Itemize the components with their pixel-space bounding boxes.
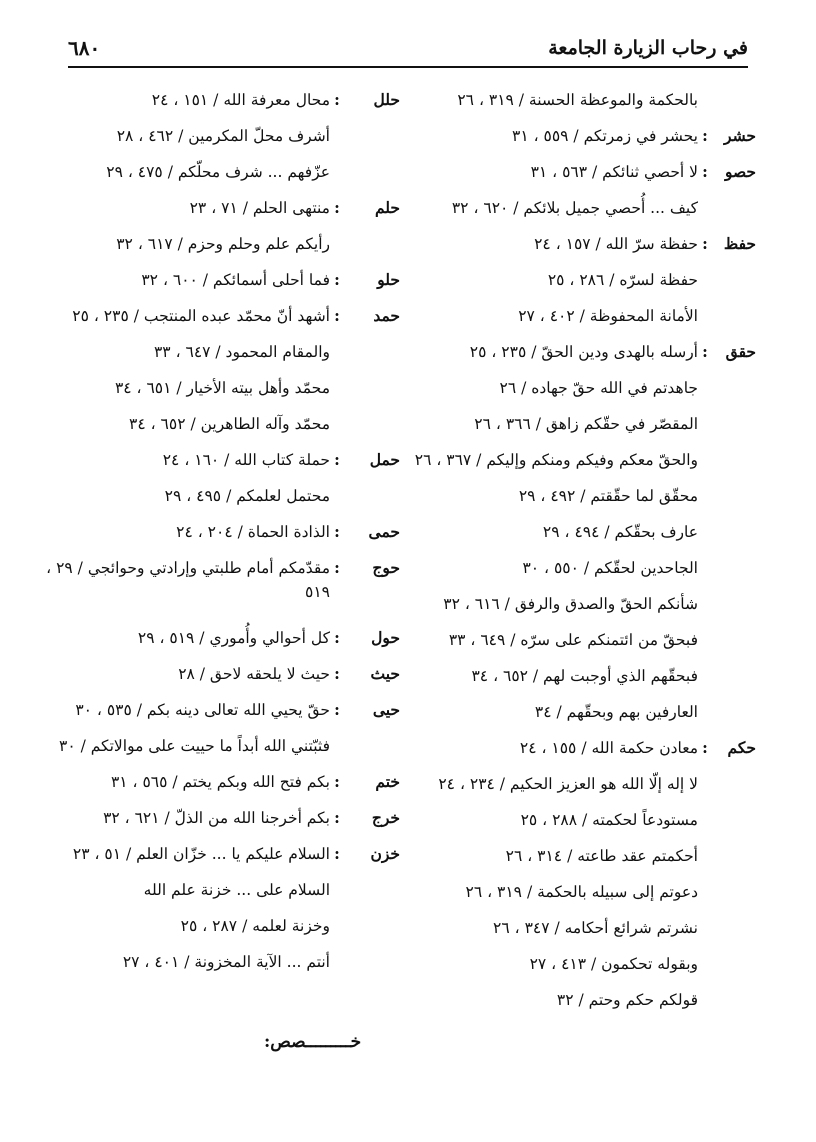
entry-text: أنتم ... الآية المخزونة / ٤٠١ ، ٢٧ (122, 953, 330, 971)
index-entry (40, 160, 400, 196)
index-entry (40, 520, 400, 556)
index-entry (420, 304, 756, 340)
index-entry (40, 662, 400, 698)
entry-text: حفظة سرّ الله / ١٥٧ ، ٢٤ (534, 235, 698, 253)
index-entry (420, 592, 756, 628)
entry-text: وبقوله تحكمون / ٤١٣ ، ٢٧ (529, 955, 698, 973)
entry-root: حشر (724, 126, 756, 145)
entry-text: السلام عليكم يا ... خزّان العلم / ٥١ ، ٢٣ (72, 845, 330, 863)
index-entry (40, 950, 400, 986)
index-entry (420, 376, 756, 412)
index-entry (40, 734, 400, 770)
entry-text: يحشر في زمرتكم / ٥٥٩ ، ٣١ (512, 127, 698, 145)
entry-text: مقدّمكم أمام طلبتي وإرادتي وحوائجي / ٢٩ ، ٥١٩ (46, 559, 330, 601)
index-entry (420, 340, 756, 376)
entry-root: حمل (369, 450, 400, 469)
index-entry (420, 124, 756, 160)
entry-text: أرسله بالهدى ودين الحقّ / ٢٣٥ ، ٢٥ (469, 343, 698, 361)
index-entry (40, 340, 400, 376)
root-separator: : (334, 558, 340, 577)
entry-text: دعوتم إلى سبيله بالحكمة / ٣١٩ ، ٢٦ (465, 883, 698, 901)
entry-text: نشرتم شرائع أحكامه / ٣٤٧ ، ٢٦ (493, 919, 698, 937)
root-separator: : (702, 342, 708, 361)
entry-text: أشرف محلّ المكرمين / ٤٦٢ ، ٢٨ (116, 127, 330, 145)
entry-text: محمّد وآله الطاهرين / ٦٥٢ ، ٣٤ (129, 415, 330, 433)
index-entry (420, 916, 756, 952)
index-entry (40, 196, 400, 232)
index-entry (420, 772, 756, 808)
entry-text: محتمل لعلمكم / ٤٩٥ ، ٢٩ (164, 487, 330, 505)
entry-text: فثبّتني الله أبداً ما حييت على موالاتكم / ٣٠ (59, 737, 330, 755)
entry-text: الذادة الحماة / ٢٠٤ ، ٢٤ (176, 523, 330, 541)
index-entry (420, 520, 756, 556)
entry-text: السلام على ... خزنة علم الله (143, 881, 330, 899)
entry-root: خزن (370, 844, 400, 863)
index-entry (40, 842, 400, 878)
entry-text: بكم أخرجنا الله من الذلّ / ٦٢١ ، ٣٢ (103, 809, 330, 827)
entry-text: والمقام المحمود / ٦٤٧ ، ٣٣ (153, 343, 330, 361)
index-entry (40, 698, 400, 734)
entry-root: حكم (727, 738, 756, 757)
entry-text: قولكم حكم وحتم / ٣٢ (556, 991, 698, 1009)
index-entry (420, 160, 756, 196)
index-entry (420, 736, 756, 772)
entry-text: حقّ يحيي الله تعالى دينه بكم / ٥٣٥ ، ٣٠ (75, 701, 330, 719)
entry-root: حوج (372, 558, 400, 577)
entry-root: حمد (373, 306, 400, 325)
root-separator: : (702, 234, 708, 253)
index-entry (420, 700, 756, 736)
next-section-heading: خـــــــــصص: (264, 1032, 362, 1052)
index-entry (420, 952, 756, 988)
index-entry (40, 268, 400, 304)
index-entry (40, 376, 400, 412)
index-entry (40, 806, 400, 842)
index-entry (40, 878, 400, 914)
running-title: في رحاب الزيارة الجامعة (548, 37, 748, 59)
index-entry (420, 880, 756, 916)
index-entry (420, 232, 756, 268)
entry-text: كل أحوالي وأُموري / ٥١٩ ، ٢٩ (137, 629, 330, 647)
entry-root: حصو (724, 162, 756, 181)
index-entry (420, 412, 756, 448)
index-entry (420, 196, 756, 232)
index-entry (420, 664, 756, 700)
entry-root: ختم (375, 772, 400, 791)
root-separator: : (702, 162, 708, 181)
root-separator: : (334, 90, 340, 109)
index-entry (40, 232, 400, 268)
entry-root: خرج (371, 808, 400, 827)
index-entry (40, 124, 400, 160)
entry-text: فما أحلى أسمائكم / ٦٠٠ ، ٣٢ (141, 271, 330, 289)
index-entry (40, 770, 400, 806)
entry-text: بالحكمة والموعظة الحسنة / ٣١٩ ، ٢٦ (457, 91, 698, 109)
entry-root: حلم (374, 198, 400, 217)
index-entry (420, 556, 756, 592)
entry-text: حيث لا يلحقه لاحق / ٢٨ (178, 665, 330, 683)
index-entry (40, 626, 400, 662)
entry-text: محقّق لما حقّقتم / ٤٩٢ ، ٢٩ (518, 487, 698, 505)
index-entry (420, 628, 756, 664)
entry-text: لا إله إلّا الله هو العزيز الحكيم / ٢٣٤ ، ٢٤ (438, 775, 698, 793)
root-separator: : (334, 844, 340, 863)
index-entry (420, 484, 756, 520)
entry-text: حفظة لسرّه / ٢٨٦ ، ٢٥ (547, 271, 698, 289)
root-separator: : (334, 700, 340, 719)
root-separator: : (334, 628, 340, 647)
entry-text: محمّد وأهل بيته الأخيار / ٦٥١ ، ٣٤ (114, 379, 330, 397)
root-separator: : (334, 270, 340, 289)
index-column-left (40, 88, 400, 986)
entry-text: مستودعاً لحكمته / ٢٨٨ ، ٢٥ (520, 811, 698, 829)
entry-text: وخزنة لعلمه / ٢٨٧ ، ٢٥ (180, 917, 330, 935)
index-entry (420, 88, 756, 124)
index-entry (420, 988, 756, 1024)
root-separator: : (334, 306, 340, 325)
entry-text: عزّفهم ... شرف محلّكم / ٤٧٥ ، ٢٩ (106, 163, 330, 181)
root-separator: : (334, 772, 340, 791)
entry-text: المقصّر في حقّكم زاهق / ٣٦٦ ، ٢٦ (474, 415, 698, 433)
root-separator: : (334, 808, 340, 827)
entry-root: حلو (377, 270, 400, 289)
root-separator: : (334, 522, 340, 541)
entry-text: الجاحدين لحقّكم / ٥٥٠ ، ٣٠ (522, 559, 698, 577)
entry-text: والحقّ معكم وفيكم ومنكم وإليكم / ٣٦٧ ، ٢٦ (414, 451, 698, 469)
entry-root: حيى (372, 700, 400, 719)
index-entry (40, 556, 400, 626)
entry-text: الأمانة المحفوظة / ٤٠٢ ، ٢٧ (518, 307, 698, 325)
page-number: ٦٨٠ (68, 36, 101, 60)
index-entry (40, 304, 400, 340)
entry-root: حمى (368, 522, 400, 541)
entry-text: محال معرفة الله / ١٥١ ، ٢٤ (151, 91, 330, 109)
entry-root: حلل (373, 90, 400, 109)
root-separator: : (334, 450, 340, 469)
root-separator: : (334, 198, 340, 217)
entry-text: رأيكم علم وحلم وحزم / ٦١٧ ، ٣٢ (116, 235, 330, 253)
entry-text: معادن حكمة الله / ١٥٥ ، ٢٤ (519, 739, 698, 757)
entry-text: عارف بحقّكم / ٤٩٤ ، ٢٩ (542, 523, 698, 541)
index-entry (40, 914, 400, 950)
entry-text: جاهدتم في الله حقّ جهاده / ٢٦ (499, 379, 698, 397)
entry-text: فبحقّهم الذي أوجبت لهم / ٦٥٢ ، ٣٤ (471, 667, 698, 685)
index-entry (420, 844, 756, 880)
entry-text: العارفين بهم وبحقّهم / ٣٤ (534, 703, 698, 721)
entry-text: منتهى الحلم / ٧١ ، ٢٣ (189, 199, 330, 217)
index-entry (40, 412, 400, 448)
entry-text: حملة كتاب الله / ١٦٠ ، ٢٤ (162, 451, 330, 469)
entry-root: حفظ (723, 234, 756, 253)
index-entry (420, 808, 756, 844)
entry-root: حقق (725, 342, 756, 361)
index-entry (40, 448, 400, 484)
index-column-right (414, 88, 756, 1024)
root-separator: : (702, 126, 708, 145)
index-entry (40, 88, 400, 124)
entry-text: فبحقّ من ائتمنكم على سرّه / ٦٤٩ ، ٣٣ (448, 631, 698, 649)
running-header (68, 30, 748, 68)
entry-text: شأنكم الحقّ والصدق والرفق / ٦١٦ ، ٣٢ (443, 595, 698, 613)
root-separator: : (334, 664, 340, 683)
index-entry (414, 448, 756, 484)
index-entry (40, 484, 400, 520)
entry-text: بكم فتح الله وبكم يختم / ٥٦٥ ، ٣١ (110, 773, 330, 791)
entry-text: أحكمتم عقد طاعته / ٣١٤ ، ٢٦ (505, 847, 698, 865)
entry-text: كيف ... أُحصي جميل بلائكم / ٦٢٠ ، ٣٢ (451, 199, 698, 217)
entry-text: أشهد أنّ محمّد عبده المنتجب / ٢٣٥ ، ٢٥ (72, 307, 330, 325)
entry-root: حول (371, 628, 400, 647)
root-separator: : (702, 738, 708, 757)
entry-root: حيث (370, 664, 400, 683)
index-entry (420, 268, 756, 304)
entry-text: لا أحصي ثنائكم / ٥٦٣ ، ٣١ (530, 163, 698, 181)
